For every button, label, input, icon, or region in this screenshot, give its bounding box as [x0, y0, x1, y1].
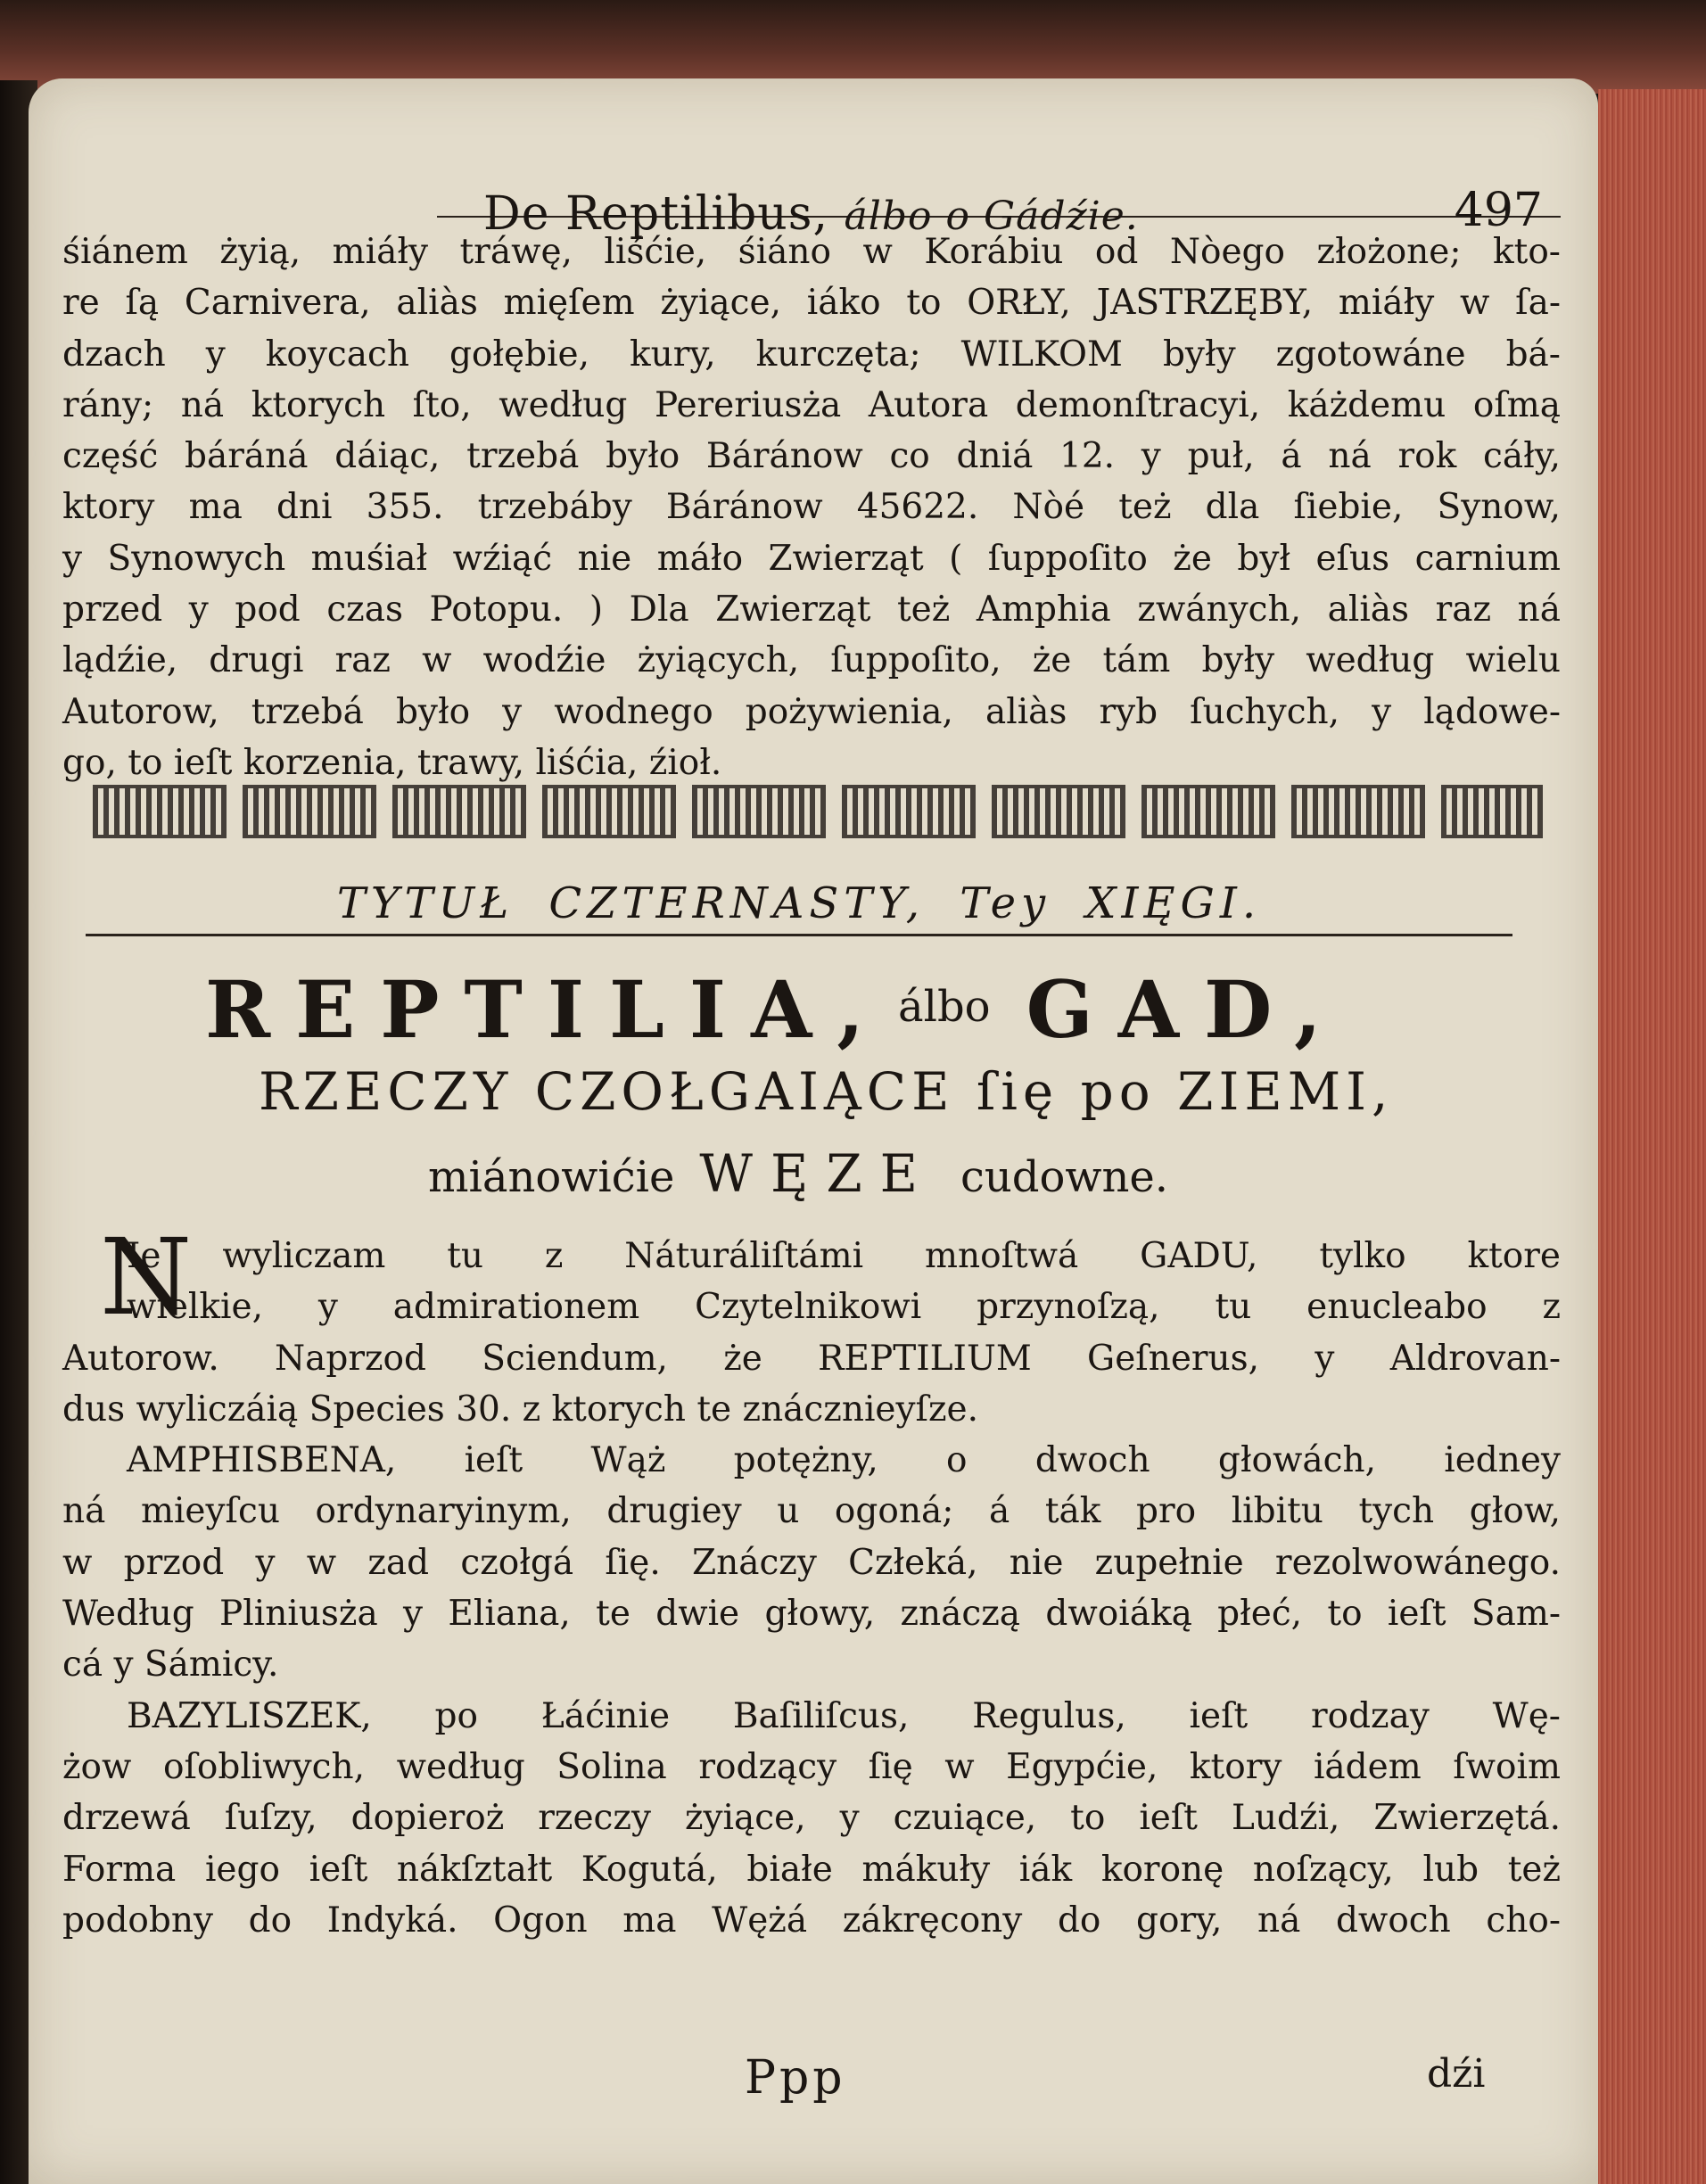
- text-line: BAZYLISZEK, po Łáćinie Baſiliſcus, Regulus, ieſt rodzay Wę-: [127, 1695, 1561, 1736]
- title-main-right: GAD,: [1026, 963, 1347, 1056]
- text-line: wielkie, y admirationem Czytelnikowi przynoſzą, tu enucleabo z: [127, 1287, 1561, 1328]
- text-line: ná mieyſcu ordynaryinym, drugiey u ogoná; á ták pro libitu tych głow,: [62, 1491, 1561, 1532]
- text-line: podobny do Indyká. Ogon ma Wężá zákręcony do gory, ná dwoch cho-: [62, 1900, 1561, 1941]
- page-number: 497: [1454, 184, 1543, 237]
- text-line: Według Pliniusża y Eliana, te dwie głowy, znáczą dwoiáką płeć, to ieſt Sam-: [62, 1594, 1561, 1635]
- title-main-left: REPTILIA,: [205, 963, 889, 1056]
- text-line: żow oſobliwych, według Solina rodzący ſię w Egypćie, ktory iádem ſwoim: [62, 1746, 1561, 1787]
- text-line: dzach y koycach gołębie, kury, kurczęta; WILKOM były zgotowáne bá-: [62, 334, 1561, 375]
- running-title-italic: álbo o Gádźie.: [844, 194, 1139, 239]
- text-line: rány; ná ktorych ſto, według Pereriusża Autora demonſtracyi, káżdemu oſmą: [62, 384, 1561, 425]
- text-line: drzewá ſuſzy, dopieroż rzeczy żyiące, y czuiące, to ieſt Ludźi, Zwierzętá.: [62, 1798, 1561, 1839]
- top-text-block: [62, 227, 1561, 788]
- text-line: przed y pod czas Potopu. ) Dla Zwierząt też Amphia zwánych, aliàs raz ná: [62, 589, 1561, 630]
- text-line: re ſą Carnivera, aliàs mięſem żyiące, iáko to ORŁY, JASTRZĘBY, miáły w ſa-: [62, 283, 1561, 324]
- text-line: Autorow. Naprzod Sciendum, że REPTILIUM Geſnerus, y Aldrovan-: [62, 1338, 1561, 1379]
- text-line: część báráná dáiąc, trzebá było Báránow co dniá 12. y puł, á ná rok cáły,: [62, 436, 1561, 477]
- title-sub: RZECZY CZOŁGAIĄCE ſię po ZIEMI,: [259, 1061, 1394, 1122]
- text-line: w przod y w zad czołgá ſię. Znáczy Człeká, nie zupełnie rezolwowánego.: [62, 1542, 1561, 1583]
- body-text-block: [62, 1216, 1561, 1946]
- text-line: Autorow, trzebá było y wodnego pożywienia, aliàs ryb ſuchych, y lądowe-: [62, 691, 1561, 732]
- text-line: cá y Sámicy.: [62, 1644, 279, 1685]
- text-line: y Synowych muśiał wźiąć nie máło Zwierząt ( ſuppoſito że był eſus carnium: [62, 538, 1561, 579]
- title-line3-left: miánowićie: [428, 1152, 675, 1202]
- section-heading: TYTUŁ CZTERNASTY, Tey XIĘGI.: [86, 878, 1512, 936]
- text-line: dus wyliczáią Species 30. z ktorych te znácznieyſze.: [62, 1389, 978, 1430]
- ornament-divider: [93, 785, 1543, 838]
- running-header: [437, 109, 1561, 241]
- text-line: Forma iego ieſt nákſztałt Kogutá, białe mákuły iák koronę noſzący, lub też: [62, 1849, 1561, 1890]
- text-line: Ie wyliczam tu z Náturáliſtámi mnoſtwá GADU, tylko ktore: [127, 1236, 1561, 1276]
- title-line3-mid: WĘZE: [699, 1143, 935, 1204]
- title-line3-right: cudowne.: [960, 1152, 1169, 1202]
- title-main: [205, 963, 1436, 1056]
- title-line3: [428, 1143, 1231, 1204]
- text-line: ktory ma dni 355. trzebáby Báránow 45622. Nòé też dla ſiebie, Synow,: [62, 487, 1561, 528]
- text-line: śiánem żyią, miáły tráwę, liśćie, śiáno w Korábiu od Nòego złożone; kto-: [62, 232, 1561, 272]
- running-title-roman: De Reptilibus,: [483, 187, 828, 241]
- drop-cap: N: [100, 1216, 193, 1339]
- text-line: go, to ieſt korzenia, trawy, liśćia, źioł.: [62, 742, 722, 783]
- catchword: dźi: [1427, 2051, 1486, 2097]
- title-albo: álbo: [897, 982, 991, 1032]
- signature-mark: Ppp: [745, 2051, 846, 2105]
- text-line: AMPHISBENA, ieſt Wąż potężny, o dwoch głowách, iedney: [127, 1440, 1561, 1481]
- page-edges: [1598, 89, 1706, 2184]
- text-line: lądźie, drugi raz w wodźie żyiących, ſuppoſito, że tám były według wielu: [62, 640, 1561, 681]
